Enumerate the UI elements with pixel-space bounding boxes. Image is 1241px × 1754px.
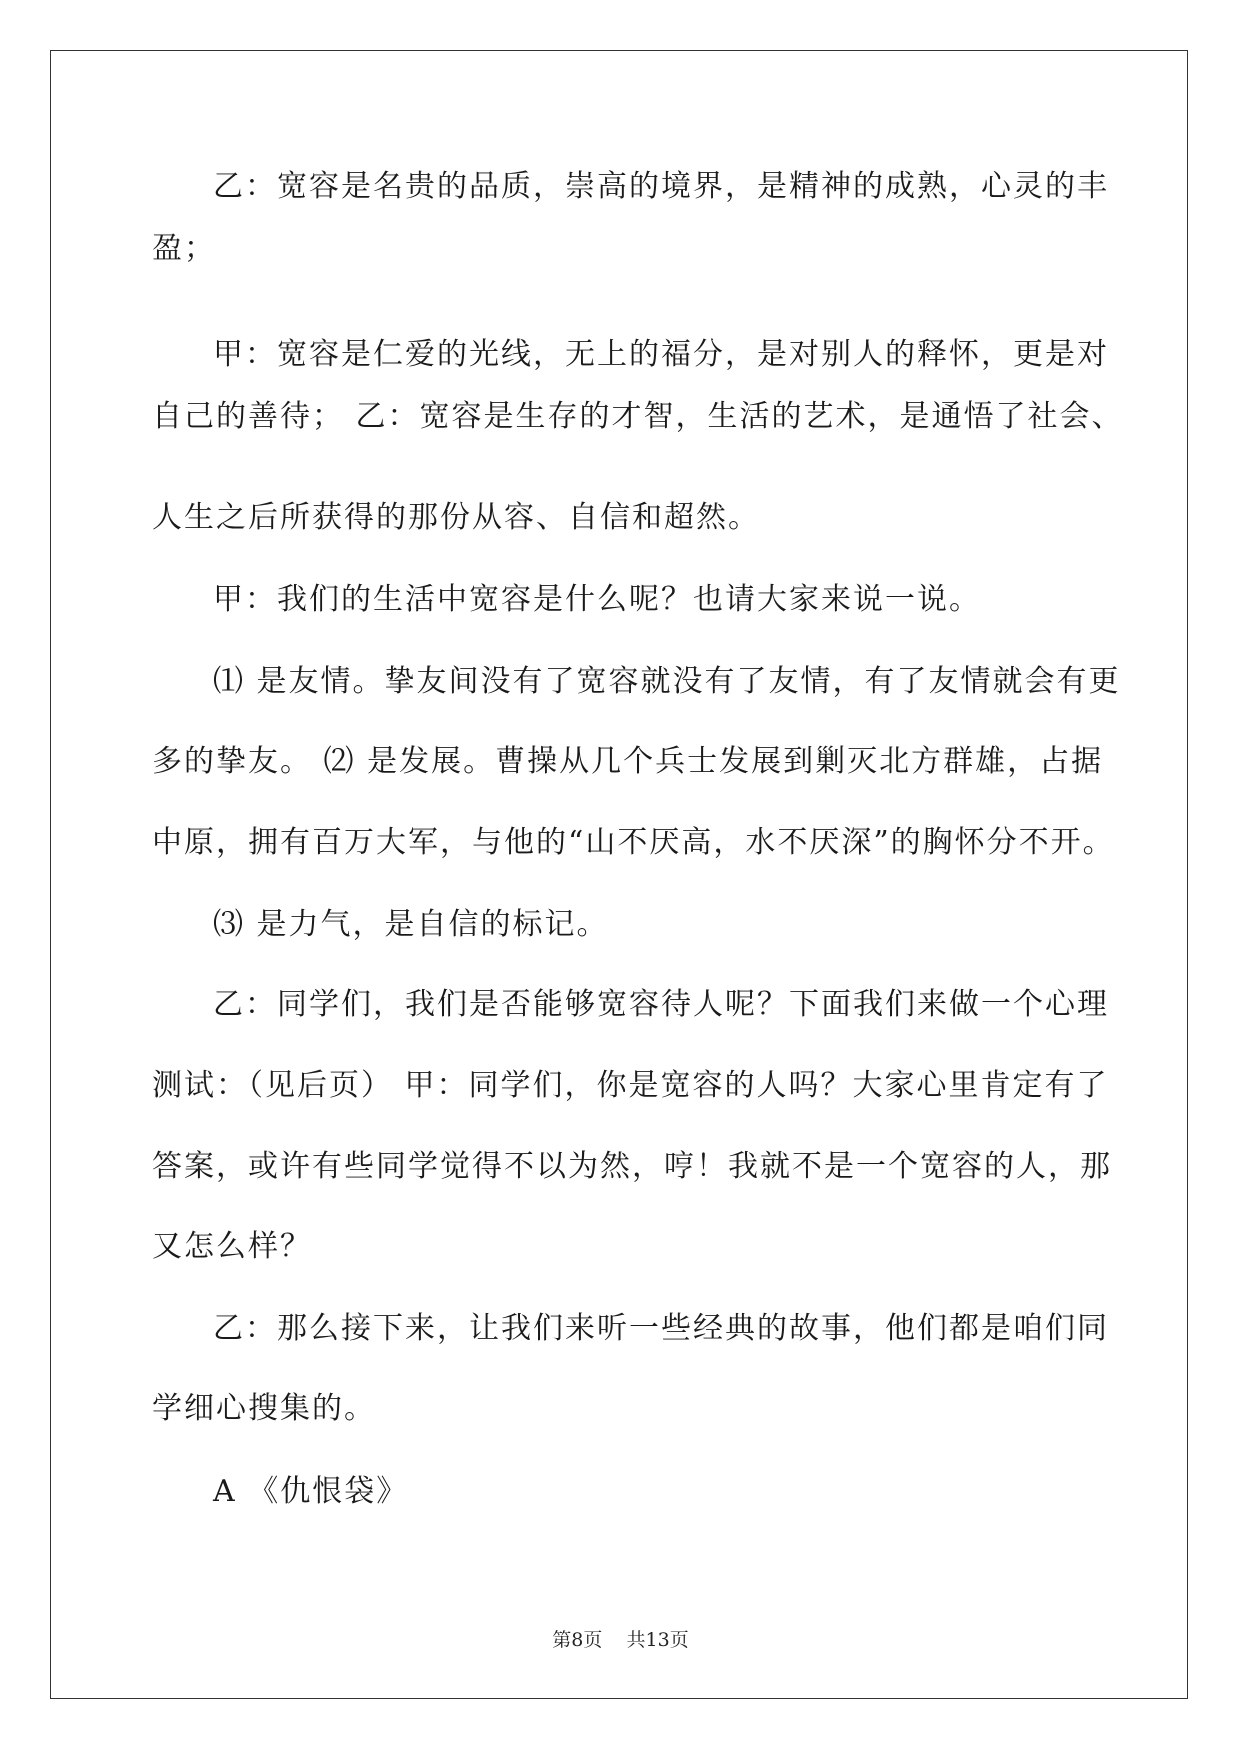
paragraph-line: 乙：宽容是名贵的品质，崇高的境界，是精神的成熟，心灵的丰 — [213, 169, 1109, 204]
paragraph-line: 中原，拥有百万大军，与他的“山不厌高，水不厌深”的胸怀分不开。 — [152, 825, 1115, 860]
paragraph-line: 盈； — [152, 231, 216, 266]
paragraph-line: 乙：同学们，我们是否能够宽容待人呢？下面我们来做一个心理 — [213, 987, 1109, 1022]
page-border — [50, 50, 1188, 1699]
paragraph-line: A 《仇恨袋》 — [213, 1474, 409, 1509]
paragraph-line: 甲：宽容是仁爱的光线，无上的福分，是对别人的释怀，更是对 — [213, 337, 1109, 372]
paragraph-line: 答案，或许有些同学觉得不以为然，哼！我就不是一个宽容的人，那 — [152, 1149, 1112, 1184]
paragraph-line: 自己的善待； 乙：宽容是生存的才智，生活的艺术，是通悟了社会、 — [152, 399, 1124, 434]
paragraph-line: 学细心搜集的。 — [152, 1391, 376, 1426]
paragraph-line: 甲：我们的生活中宽容是什么呢？也请大家来说一说。 — [213, 582, 981, 617]
paragraph-line: ⑶ 是力气，是自信的标记。 — [213, 907, 609, 942]
paragraph-line: 乙：那么接下来，让我们来听一些经典的故事，他们都是咱们同 — [213, 1311, 1109, 1346]
paragraph-line: 测试：（见后页） 甲：同学们，你是宽容的人吗？大家心里肯定有了 — [152, 1068, 1109, 1103]
paragraph-line: ⑴ 是友情。挚友间没有了宽容就没有了友情，有了友情就会有更 — [213, 664, 1121, 699]
paragraph-line: 人生之后所获得的那份从容、自信和超然。 — [152, 500, 760, 535]
page-number-footer: 第8页 共13页 — [552, 1629, 689, 1651]
paragraph-line: 又怎么样？ — [152, 1229, 312, 1264]
paragraph-line: 多的挚友。 ⑵ 是发展。曹操从几个兵士发展到剿灭北方群雄，占据 — [152, 744, 1104, 779]
